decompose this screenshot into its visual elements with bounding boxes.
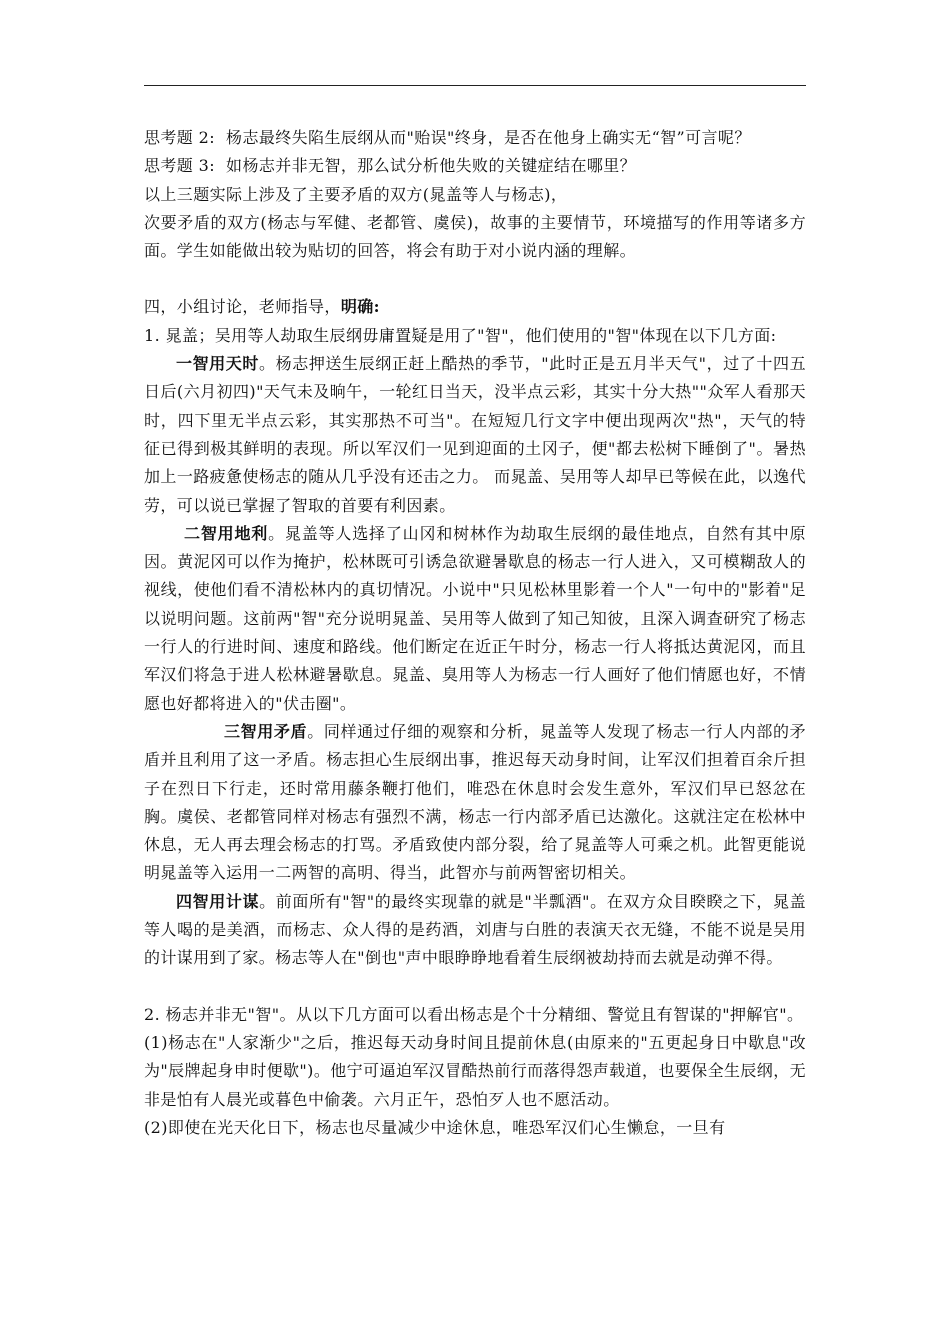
- wisdom-paragraph-2: [144, 520, 806, 718]
- header-rule: [144, 85, 806, 86]
- document-body: [144, 124, 806, 1142]
- question-2: [144, 124, 806, 152]
- wisdom-paragraph-1: [144, 350, 806, 520]
- question-3: [144, 152, 806, 180]
- question-2-label: 思考题 2:: [144, 128, 216, 147]
- point-2-item-1: (1)杨志在"人家渐少"之后，推迟每天动身时间且提前休息(由原来的"五更起身日中歇息"改为"辰牌起身申时便歇")。他宁可逼迫军汉冒酷热前行而落得怨声载道，也要保全生辰纲，无非是怕有人晨光或暮色中偷袭。六月正午，恐怕歹人也不愿活动。: [144, 1032, 806, 1109]
- summary-paragraph: 次要矛盾的双方(杨志与军健、老都管、虞侯)，故事的主要情节，环境描写的作用等诸多方面。学生如能做出较为贴切的回答，将会有助于对小说内涵的理解。: [144, 212, 806, 261]
- wisdom-body-3: 。同样通过仔细的观察和分析，晁盖等人发现了杨志一行人内部的矛盾并且利用了这一矛盾。杨志担心生辰纲出事，推迟每天动身时间，让军汉们担着百余斤担子在烈日下行走，还时常用藤条鞭打他们，唯恐在休息时会发生意外，军汉们早已怒忿在胸。虞侯、老都管同样对杨志有强烈不满，杨志一行内部矛盾已达激化。这就注定在松林中休息，无人再去理会杨志的打骂。矛盾致使内部分裂，给了晁盖等人可乘之机。此智更能说明晁盖等入运用一二两智的高明、得当，此智亦与前两智密切相关。: [144, 721, 806, 883]
- wisdom-heading-3: 三智用矛盾: [224, 721, 308, 741]
- wisdom-heading-1: 一智用天时: [176, 354, 260, 374]
- point-2-item-2: (2)即使在光天化日下，杨志也尽量减少中途休息，唯恐军汉们心生懒怠，一旦有: [144, 1117, 726, 1137]
- question-2-text: 杨志最终失陷生辰纲从而"贻误"终身，是否在他身上确实无“智”可言呢？: [226, 128, 751, 147]
- wisdom-heading-2: 二智用地利: [184, 523, 269, 543]
- spacer: [144, 265, 806, 293]
- wisdom-heading-4: 四智用计谋: [176, 891, 260, 911]
- summary-line-1: 以上三题实际上涉及了主要矛盾的双方(晁盖等人与杨志)，: [144, 184, 568, 204]
- wisdom-body-4: 。前面所有"智"的最终实现靠的就是"半瓢酒"。在双方众目睽睽之下，晁盖等人喝的是美酒，而杨志、众人得的是药酒，刘唐与白胜的表演天衣无缝，不能不说是吴用的计谋用到了家。杨志等人在"倒也"声中眼睁睁地看着生辰纲被劫持而去就是动弹不得。: [144, 891, 806, 968]
- spacer: [144, 973, 806, 1001]
- section-4-title: 四，小组讨论，老师指导，: [144, 297, 341, 317]
- point-1-intro: 1. 晁盖；吴用等人劫取生辰纲毋庸置疑是用了"智"，他们使用的"智"体现在以下几方面:: [144, 325, 777, 345]
- question-3-label: 思考题 3:: [144, 156, 216, 176]
- section-4-heading: [144, 293, 806, 321]
- section-4-title-bold: 明确:: [340, 297, 380, 317]
- wisdom-paragraph-4: [144, 888, 806, 973]
- wisdom-body-1: 。杨志押送生辰纲正赶上酷热的季节，"此时正是五月半天气"，过了十四五日后(六月初四)"天气未及晌午，一轮红日当天，没半点云彩，其实十分大热""众军人看那天时，四下里无半点云彩，其实那热不可当"。在短短几行文字中便出现两次"热"，天气的特征已得到极其鲜明的表现。所以军汉们一见到迎面的土冈子，便"都去松树下睡倒了"。暑热加上一路疲惫使杨志的随从几乎没有还击之力。 而晁盖、吴用等人却早已等候在此，以逸代劳，可以说已掌握了智取的首要有利因素。: [144, 354, 806, 515]
- wisdom-body-2: 。晁盖等人选择了山冈和树林作为劫取生辰纲的最佳地点，自然有其中原因。黄泥冈可以作为掩护，松林既可引诱急欲避暑歇息的杨志一行人进入，又可模糊敌人的视线，使他们看不清松林内的真切情况。小说中"只见松林里影着一个人"一句中的"影着"足以说明问题。这前两"智"充分说明晁盖、吴用等人做到了知己知彼，且深入调查研究了杨志一行人的行进时间、速度和路线。他们断定在近正午时分，杨志一行人将抵达黄泥冈，而且军汉们将急于进人松林避暑歇息。晁盖、臭用等人为杨志一行人画好了他们情愿也好，不情愿也好都将进入的"伏击圈"。: [144, 523, 806, 713]
- question-3-text: 如杨志并非无智，那么试分析他失败的关键症结在哪里？: [226, 156, 637, 176]
- point-2-intro: 2. 杨志并非无"智"。从以下几方面可以看出杨志是个十分精细、警觉且有智谋的"押解官"。: [144, 1004, 804, 1024]
- wisdom-paragraph-3: [144, 718, 806, 888]
